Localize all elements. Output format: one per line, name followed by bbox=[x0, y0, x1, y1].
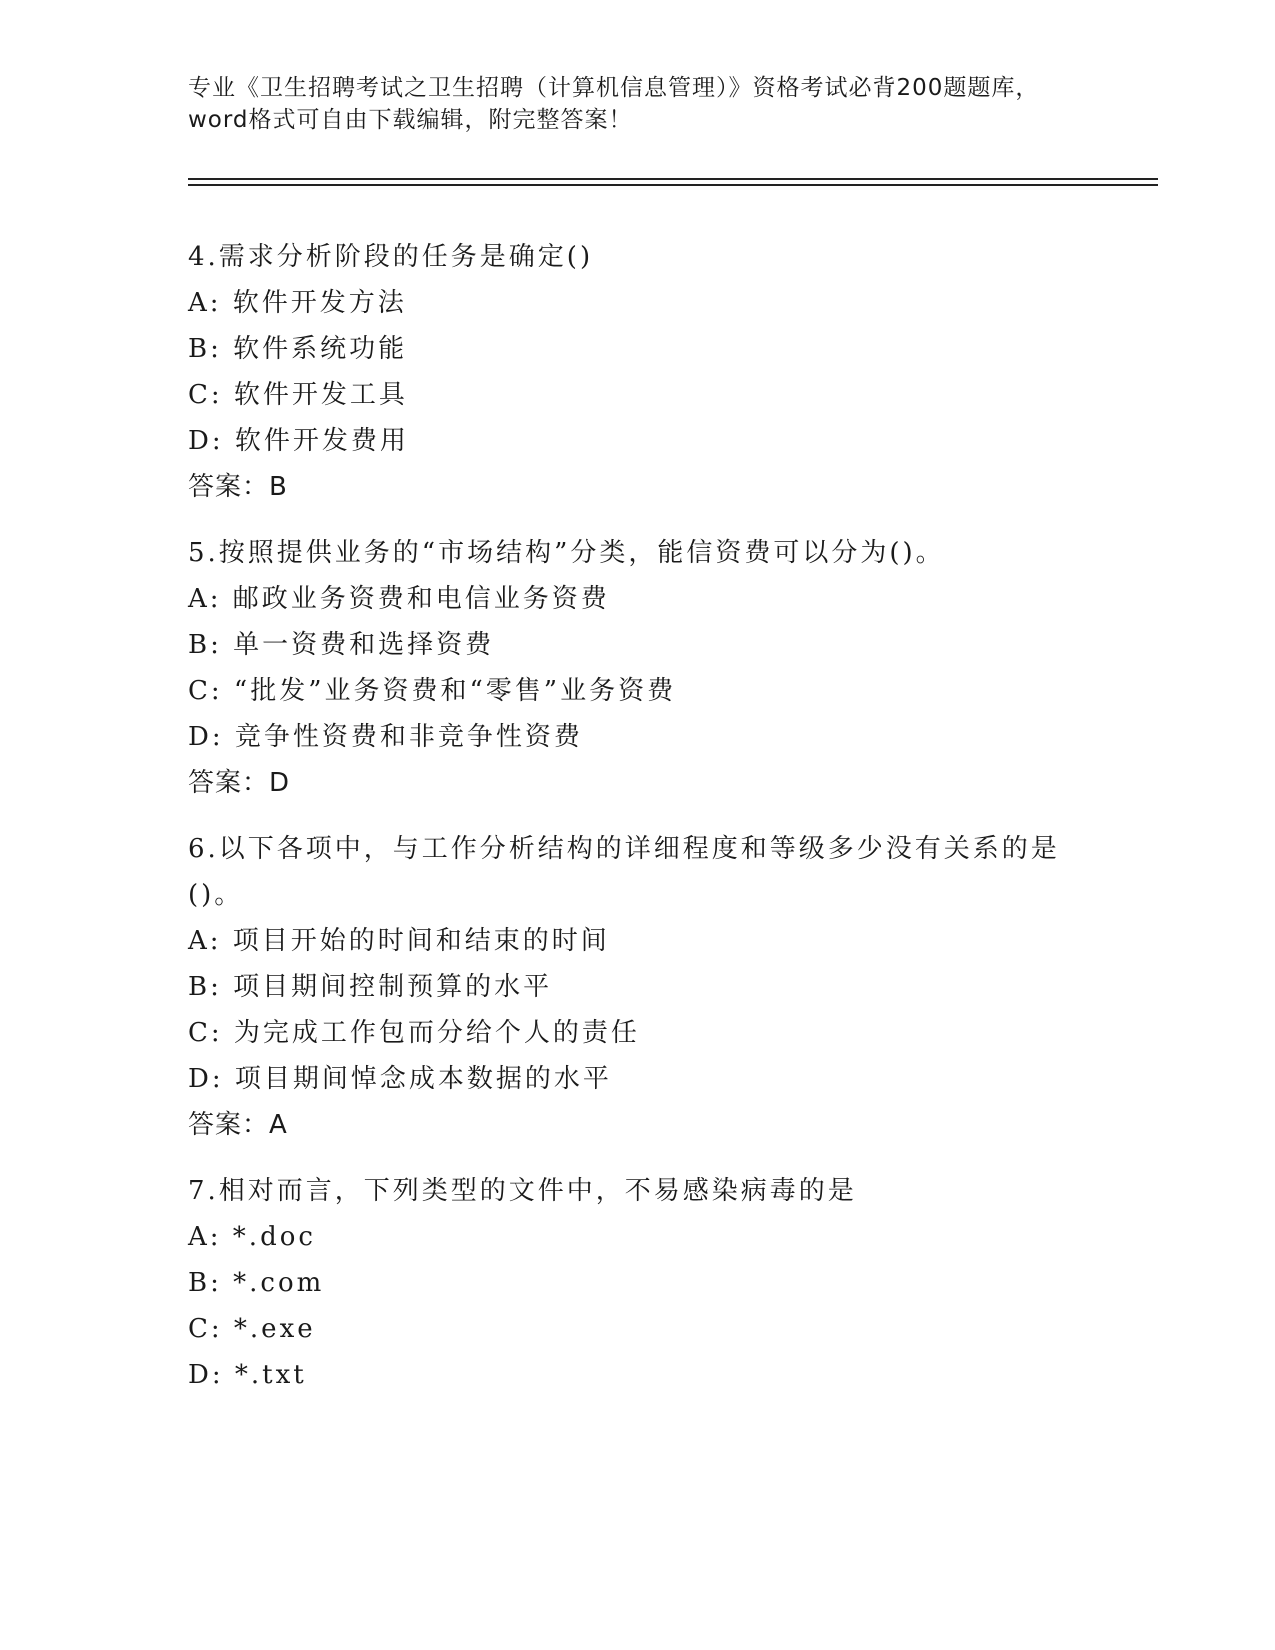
header-divider-top bbox=[188, 178, 1158, 180]
option-d: D: 项目期间悼念成本数据的水平 bbox=[188, 1064, 612, 1094]
option-d: D: 竞争性资费和非竞争性资费 bbox=[188, 722, 583, 752]
option-a: A: *.doc bbox=[188, 1222, 316, 1252]
question-4 bbox=[188, 234, 1088, 510]
option-c: C: 软件开发工具 bbox=[188, 380, 408, 410]
question-stem: 4.需求分析阶段的任务是确定() bbox=[188, 242, 594, 272]
question-5 bbox=[188, 530, 1088, 806]
option-b: B: *.com bbox=[188, 1268, 325, 1298]
option-a: A: 项目开始的时间和结束的时间 bbox=[188, 926, 610, 956]
option-a: A: 邮政业务资费和电信业务资费 bbox=[188, 584, 610, 614]
question-7 bbox=[188, 1168, 1088, 1398]
question-list bbox=[188, 234, 1088, 1418]
answer-line: 答案：A bbox=[188, 1110, 288, 1140]
question-stem: 5.按照提供业务的“市场结构”分类，能信资费可以分为()。 bbox=[188, 538, 945, 568]
option-b: B: 软件系统功能 bbox=[188, 334, 408, 364]
option-b: B: 项目期间控制预算的水平 bbox=[188, 972, 553, 1002]
header-title-line-1: 专业《卫生招聘考试之卫生招聘（计算机信息管理）》资格考试必背200题题库， bbox=[188, 75, 1040, 101]
option-a: A: 软件开发方法 bbox=[188, 288, 407, 318]
header-divider-bottom bbox=[188, 184, 1158, 186]
answer-line: 答案：B bbox=[188, 472, 288, 502]
option-c: C: 为完成工作包而分给个人的责任 bbox=[188, 1018, 640, 1048]
option-b: B: 单一资费和选择资费 bbox=[188, 630, 495, 660]
option-d: D: 软件开发费用 bbox=[188, 426, 409, 456]
document-header bbox=[188, 72, 1088, 136]
option-d: D: *.txt bbox=[188, 1360, 307, 1390]
question-6 bbox=[188, 826, 1088, 1148]
option-c: C: *.exe bbox=[188, 1314, 316, 1344]
answer-line: 答案：D bbox=[188, 768, 291, 798]
question-stem: 7.相对而言，下列类型的文件中，不易感染病毒的是 bbox=[188, 1176, 857, 1206]
header-title-line-2: word格式可自由下载编辑，附完整答案！ bbox=[188, 107, 633, 133]
question-stem: 6.以下各项中，与工作分析结构的详细程度和等级多少没有关系的是()。 bbox=[188, 834, 1060, 910]
option-c: C: “批发”业务资费和“零售”业务资费 bbox=[188, 676, 677, 706]
